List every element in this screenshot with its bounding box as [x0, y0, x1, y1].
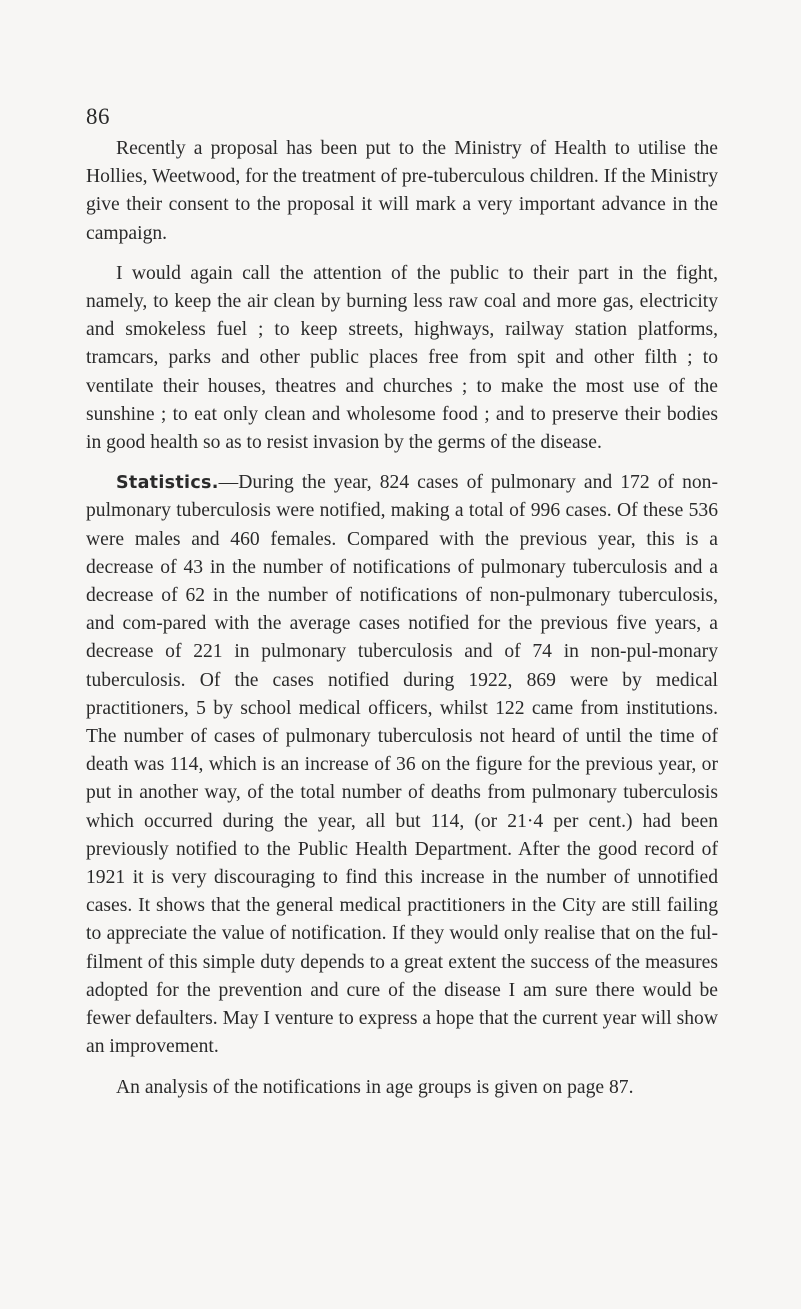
paragraph-age-groups: An analysis of the notifications in age groups is given on page 87.: [116, 1076, 634, 1098]
statistics-heading: Statistics.: [116, 473, 219, 494]
body-text: [86, 135, 718, 1114]
statistics-text: —During the year, 824 cases of pulmonary and 172 of non-pulmonary tuberculosis were notified, making a total of 996 cases. Of these 536 were males and 460 females. Compared with the previous year, this is a decrease of 43 in the number of notifications of pulmonary tuberculosis and a decrease of 62 in the number of notifications of non-pulmonary tuberculosis, and com-pared with the average cases notified for the previous five years, a decrease of 221 in pulmonary tuberculosis and of 74 in non-pul-monary tuberculosis. Of the cases notified during 1922, 869 were by medical practitioners, 5 by school medical officers, whilst 122 came from institutions. The number of cases of pulmonary tuberculosis not heard of until the time of death was 114, which is an increase of 36 on the figure for the previous year, or put in another way, of the total number of deaths from pulmonary tuberculosis which occurred during the year, all but 114, (or 21·4 per cent.) had been previously notified to the Public Health Department. After the good record of 1921 it is very discouraging to find this increase in the number of unnotified cases. It shows that the general medical practitioners in the City are still failing to appreciate the value of notification. If they would only realise that on the ful-filment of this simple duty depends to a great extent the success of the measures adopted for the prevention and cure of the disease I am sure there would be fewer defaulters. May I venture to express a hope that the current year will show an improvement.: [86, 472, 718, 1058]
paragraph-hollies-proposal: Recently a proposal has been put to the Ministry of Health to utilise the Hollies, Weetwood, for the treatment of pre-tuberculous children. If the Ministry give their consent to the proposal it will mark a very important advance in the campaign.: [86, 138, 718, 244]
page-number: 86: [86, 104, 110, 129]
paragraph-statistics: [86, 469, 718, 1061]
paragraph-public-attention: I would again call the attention of the public to their part in the fight, namely, to keep the air clean by burning less raw coal and more gas, electricity and smokeless fuel ; to keep streets, highways, railway station platforms, tramcars, parks and other public places free from spit and other filth ; to ventilate their houses, theatres and churches ; to make the most use of the sunshine ; to eat only clean and wholesome food ; and to preserve their bodies in good health so as to resist invasion by the germs of the disease.: [86, 262, 718, 454]
